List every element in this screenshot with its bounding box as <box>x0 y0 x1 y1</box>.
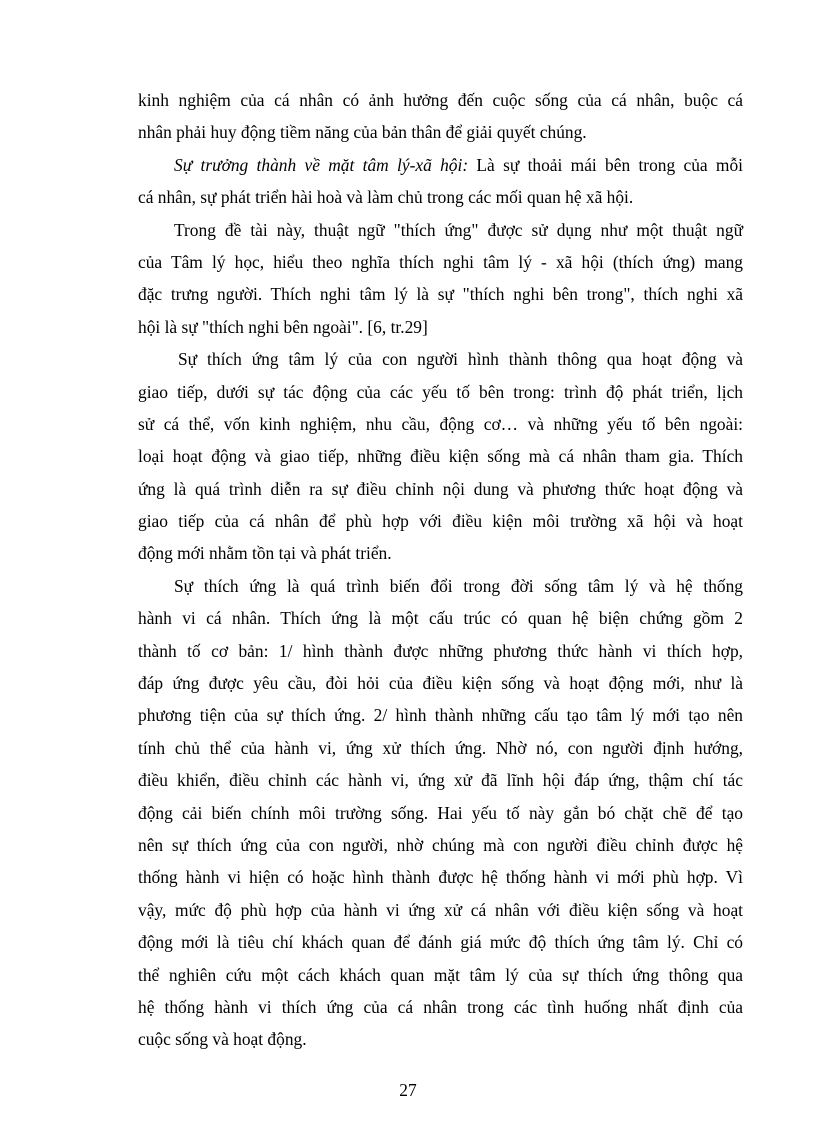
text-line: giao tiếp của cá nhân để phù hợp với điều kiện môi trường xã hội và hoạt <box>138 511 743 532</box>
text-line: nên sự thích ứng của con người, nhờ chúng mà con người điều chỉnh được hệ <box>138 834 743 855</box>
text-line: tính chủ thể của hành vi, ứng xử thích ứng. Nhờ nó, con người định hướng, <box>138 737 743 758</box>
text-line: cá nhân, sự phát triển hài hoà và làm chủ trong các mối quan hệ xã hội. <box>138 187 634 208</box>
text-line: thống hành vi hiện có hoặc hình thành được hệ thống hành vi mới phù hợp. Vì <box>138 867 743 888</box>
text-run: Là sự thoải mái bên trong của mỗi <box>468 154 743 175</box>
text-line: hành vi cá nhân. Thích ứng là một cấu trúc có quan hệ biện chứng gồm 2 <box>138 608 743 629</box>
text-line: đáp ứng được yêu cầu, đòi hỏi của điều kiện sống và hoạt động mới, như là <box>138 673 743 694</box>
text-line: giao tiếp, dưới sự tác động của các yếu tố bên trong: trình độ phát triển, lịch <box>138 381 743 402</box>
paragraph <box>138 84 743 149</box>
text-line: hội là sự "thích nghi bên ngoài". [6, tr.29] <box>138 316 428 337</box>
text-line: kinh nghiệm của cá nhân có ảnh hưởng đến cuộc sống của cá nhân, buộc cá <box>138 90 743 110</box>
text-line: loại hoạt động và giao tiếp, những điều kiện sống mà cá nhân tham gia. Thích <box>138 446 743 467</box>
text-line <box>138 149 743 181</box>
paragraph <box>138 570 743 1056</box>
text-line: Sự thích ứng tâm lý của con người hình thành thông qua hoạt động và <box>178 349 743 370</box>
text-line: đặc trưng người. Thích nghi tâm lý là sự "thích nghi bên trong", thích nghi xã <box>138 284 743 305</box>
text-line: ứng là quá trình diễn ra sự điều chỉnh nội dung và phương thức hoạt động và <box>138 478 743 499</box>
text-line: hệ thống hành vi thích ứng của cá nhân trong các tình huống nhất định của <box>138 996 743 1017</box>
text-line: nhân phải huy động tiềm năng của bản thân để giải quyết chúng. <box>138 122 587 143</box>
page-body <box>138 84 743 1056</box>
text-line: của Tâm lý học, hiểu theo nghĩa thích nghi tâm lý - xã hội (thích ứng) mang <box>138 251 743 272</box>
text-line: thành tố cơ bản: 1/ hình thành được những phương thức hành vi thích hợp, <box>138 640 743 661</box>
paragraph <box>138 149 743 214</box>
text-line: động cải biến chính môi trường sống. Hai yếu tố này gắn bó chặt chẽ để tạo <box>138 802 743 823</box>
text-line: sử cá thể, vốn kinh nghiệm, nhu cầu, động cơ… và những yếu tố bên ngoài: <box>138 413 743 434</box>
text-line: cuộc sống và hoạt động. <box>138 1029 307 1050</box>
paragraph <box>138 343 743 570</box>
page-number: 27 <box>399 1080 417 1100</box>
text-line: phương tiện của sự thích ứng. 2/ hình thành những cấu tạo tâm lý mới tạo nên <box>138 705 743 726</box>
text-line: động mới nhằm tồn tại và phát triển. <box>138 543 392 564</box>
text-line: Trong đề tài này, thuật ngữ "thích ứng" được sử dụng như một thuật ngữ <box>174 219 743 240</box>
text-line: vậy, mức độ phù hợp của hành vi ứng xử cá nhân với điều kiện sống và hoạt <box>138 899 743 920</box>
text-line: điều khiển, điều chỉnh các hành vi, ứng xử đã lĩnh hội đáp ứng, thậm chí tác <box>138 770 743 791</box>
text-line: động mới là tiêu chí khách quan để đánh giá mức độ thích ứng tâm lý. Chỉ có <box>138 932 743 953</box>
italic-term: Sự trưởng thành về mặt tâm lý-xã hội: <box>174 154 469 175</box>
text-line: thể nghiên cứu một cách khách quan mặt tâm lý của sự thích ứng thông qua <box>138 964 743 985</box>
paragraph <box>138 214 743 344</box>
text-line: Sự thích ứng là quá trình biến đổi trong đời sống tâm lý và hệ thống <box>174 575 743 596</box>
